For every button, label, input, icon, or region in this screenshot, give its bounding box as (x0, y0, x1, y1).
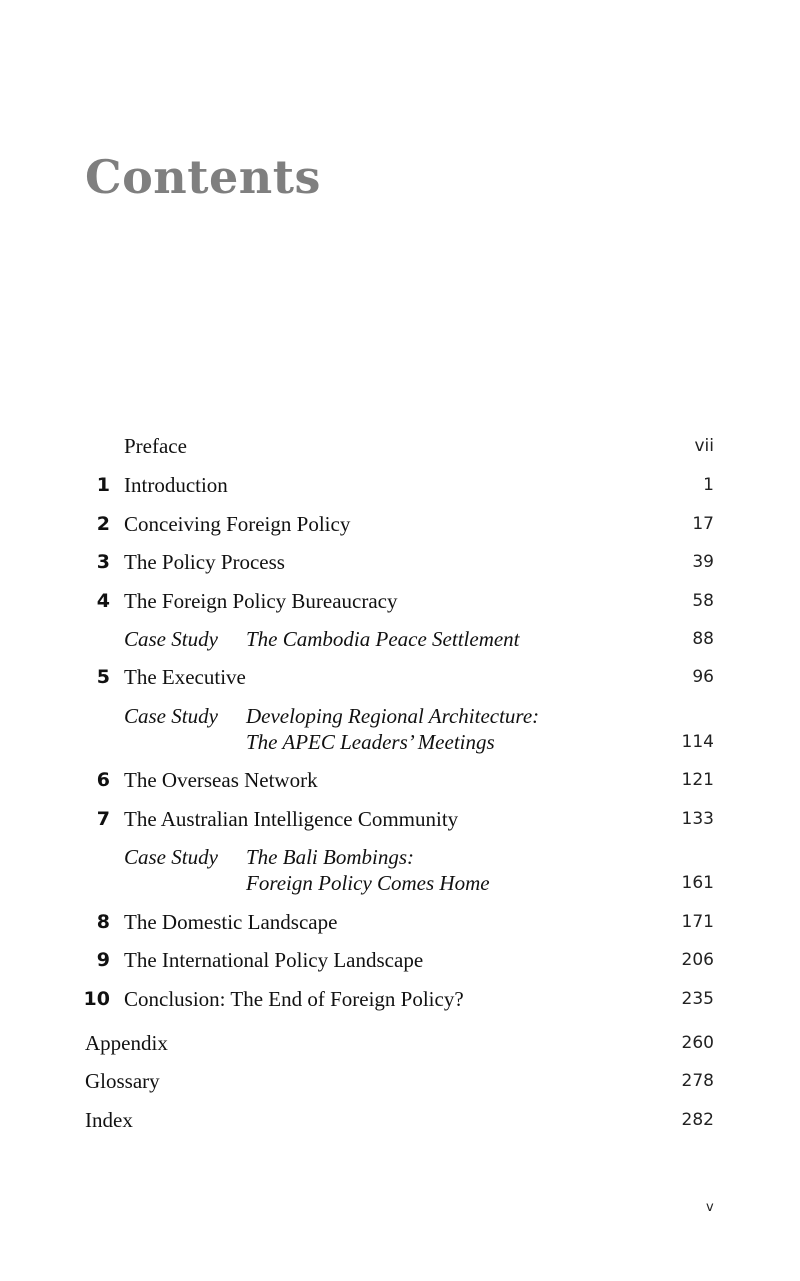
entry-label: Conclusion: The End of Foreign Policy? (124, 987, 464, 1011)
entry-page: 282 (681, 1110, 714, 1130)
entry-page: 17 (692, 514, 714, 534)
toc-entry-case-study-2-cont[interactable] (0, 729, 800, 755)
case-study-title: The Cambodia Peace Settlement (246, 627, 520, 651)
chapter-number: 7 (96, 808, 110, 830)
entry-label: Introduction (124, 473, 228, 497)
toc-entry-chapter-8[interactable] (0, 909, 800, 935)
toc-entry-chapter-9[interactable] (0, 947, 800, 973)
page-title: Contents (85, 150, 321, 204)
case-study-title-line-2: The APEC Leaders’ Meetings (246, 730, 495, 754)
entry-page: 278 (681, 1071, 714, 1091)
entry-label: The Australian Intelligence Community (124, 807, 459, 831)
entry-page: 260 (681, 1033, 714, 1053)
entry-label: Preface (124, 434, 187, 458)
toc-entry-chapter-2[interactable] (0, 511, 800, 537)
entry-label: Conceiving Foreign Policy (124, 512, 351, 536)
toc-entry-chapter-6[interactable] (0, 767, 800, 793)
toc-entry-case-study-3-cont[interactable] (0, 870, 800, 896)
toc-entry-index[interactable] (0, 1107, 800, 1133)
entry-page: 121 (681, 770, 714, 790)
entry-page: 96 (692, 667, 714, 687)
chapter-number: 4 (96, 590, 110, 612)
case-study-tag: Case Study (124, 627, 218, 651)
toc-entry-chapter-7[interactable] (0, 806, 800, 832)
entry-page: 39 (692, 552, 714, 572)
entry-label: The Executive (124, 665, 246, 689)
chapter-number: 3 (96, 551, 110, 573)
entry-label: The International Policy Landscape (124, 948, 424, 972)
toc-entry-chapter-3[interactable] (0, 549, 800, 575)
toc-entry-case-study-1[interactable] (0, 626, 800, 652)
chapter-number: 2 (96, 513, 110, 535)
entry-label: Index (85, 1108, 133, 1132)
case-study-tag: Case Study (124, 704, 218, 728)
entry-page: 88 (692, 629, 714, 649)
entry-label: Glossary (85, 1069, 160, 1093)
chapter-number: 8 (96, 911, 110, 933)
toc-entry-case-study-3[interactable] (0, 844, 800, 870)
case-study-tag: Case Study (124, 845, 218, 869)
entry-label: The Overseas Network (124, 768, 318, 792)
case-study-title-line-2: Foreign Policy Comes Home (246, 871, 490, 895)
entry-page: vii (694, 436, 714, 456)
chapter-number: 6 (96, 769, 110, 791)
chapter-number: 10 (83, 988, 110, 1010)
chapter-number: 9 (96, 949, 110, 971)
entry-page: 235 (681, 989, 714, 1009)
toc-entry-preface[interactable] (0, 433, 800, 459)
entry-page: 161 (681, 873, 714, 893)
entry-page: 114 (681, 732, 714, 752)
toc-entry-chapter-5[interactable] (0, 664, 800, 690)
entry-page: 133 (681, 809, 714, 829)
toc-entry-glossary[interactable] (0, 1068, 800, 1094)
entry-page: 171 (681, 912, 714, 932)
entry-page: 1 (703, 475, 714, 495)
toc-entry-appendix[interactable] (0, 1030, 800, 1056)
entry-label: The Foreign Policy Bureaucracy (124, 589, 398, 613)
entry-label: The Policy Process (124, 550, 285, 574)
toc-entry-chapter-10[interactable] (0, 986, 800, 1012)
chapter-number: 1 (96, 474, 110, 496)
entry-label: The Domestic Landscape (124, 910, 338, 934)
toc-entry-case-study-2[interactable] (0, 703, 800, 729)
toc-entry-chapter-4[interactable] (0, 588, 800, 614)
toc-entry-chapter-1[interactable] (0, 472, 800, 498)
chapter-number: 5 (96, 666, 110, 688)
entry-label: Appendix (85, 1031, 168, 1055)
case-study-title-line-1: The Bali Bombings: (246, 845, 414, 869)
entry-page: 206 (681, 950, 714, 970)
page-folio: v (706, 1200, 714, 1215)
case-study-title-line-1: Developing Regional Architecture: (246, 704, 540, 728)
entry-page: 58 (692, 591, 714, 611)
